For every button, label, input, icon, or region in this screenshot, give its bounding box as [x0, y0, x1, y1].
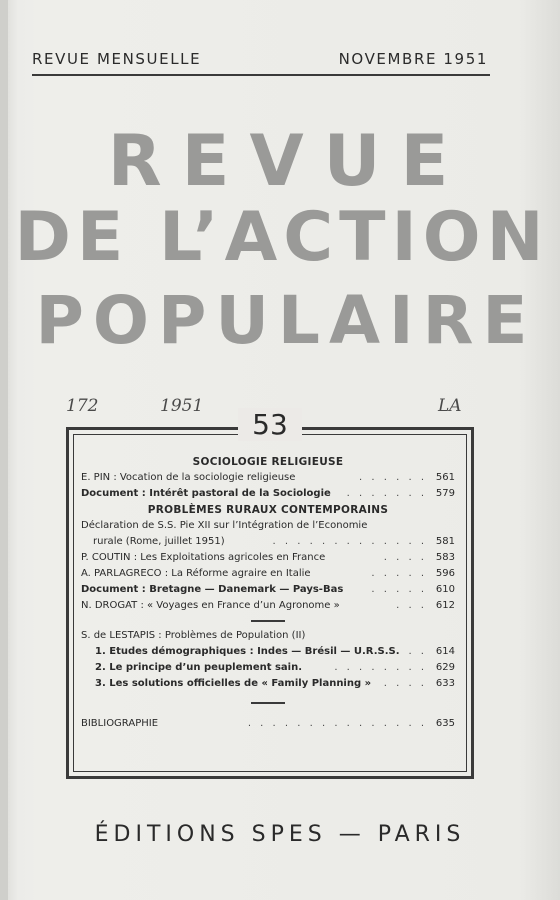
contents-box — [66, 408, 474, 779]
handwritten-note-left: 172 — [66, 396, 99, 416]
title-line-2: DE L’ACTION — [14, 198, 550, 277]
toc-entry-title: S. de LESTAPIS : Problèmes de Population (II) — [81, 630, 306, 641]
toc-entry-title: N. DROGAT : « Voyages en France d’un Agronome » — [81, 600, 340, 611]
toc-entry — [81, 598, 455, 614]
leader-dots: . . . . . — [371, 584, 427, 595]
toc-entry-title: 3. Les solutions officielles de « Family Planning » — [95, 678, 372, 689]
toc-entry-page: 614 — [435, 646, 455, 657]
toc-entry-page: 633 — [435, 678, 455, 689]
table-of-contents — [81, 454, 455, 732]
publisher-imprint: ÉDITIONS SPES — PARIS — [94, 822, 466, 847]
section-separator — [251, 620, 285, 622]
toc-entry-page: 629 — [435, 662, 455, 673]
toc-entry-title: rurale (Rome, juillet 1951) — [93, 536, 225, 547]
toc-entry — [81, 676, 455, 692]
handwritten-note-mid: 1951 — [160, 396, 204, 416]
header-rule — [32, 74, 490, 76]
leader-dots: . . . . — [383, 552, 427, 563]
toc-entry — [81, 518, 455, 534]
toc-entry-page: 596 — [435, 568, 455, 579]
toc-entry — [81, 628, 455, 644]
toc-entry-title: BIBLIOGRAPHIE — [81, 718, 159, 729]
toc-entry-title: Déclaration de S.S. Pie XII sur l’Intégration de l’Economie — [81, 520, 368, 531]
toc-entry — [81, 716, 455, 732]
publication-frequency: REVUE MENSUELLE — [32, 50, 202, 68]
toc-entry-page: 610 — [435, 584, 455, 595]
toc-entry-page: 612 — [435, 600, 455, 611]
toc-entry — [81, 486, 455, 502]
toc-entry — [81, 470, 455, 486]
handwritten-note-right: LA — [438, 396, 462, 416]
leader-dots: . . . . — [383, 678, 427, 689]
toc-entry-page: 579 — [435, 488, 455, 499]
leader-dots: . . . . . . . — [346, 488, 427, 499]
toc-entry-title: A. PARLAGRECO : La Réforme agraire en Italie — [81, 568, 311, 579]
toc-entry — [81, 566, 455, 582]
toc-entry-title: P. COUTIN : Les Exploitations agricoles en France — [81, 552, 326, 563]
toc-entry-page: 581 — [435, 536, 455, 547]
title-line-3: POPULAIRE — [35, 282, 537, 359]
toc-entry-title: Document : Bretagne — Danemark — Pays-Bas — [81, 584, 344, 595]
toc-entry-page: 561 — [435, 472, 455, 483]
leader-dots: . . — [408, 646, 427, 657]
toc-entry-title: 2. Le principe d’un peuplement sain. — [95, 662, 303, 673]
toc-entry-title: 1. Etudes démographiques : Indes — Brésil — U.R.S.S. — [95, 646, 400, 657]
leader-dots: . . . . . . . . — [334, 662, 427, 673]
section-heading: PROBLÈMES RURAUX CONTEMPORAINS — [147, 504, 389, 516]
toc-entry-title: Document : Intérêt pastoral de la Sociologie — [81, 488, 331, 499]
section-separator — [251, 702, 285, 704]
issue-date: NOVEMBRE 1951 — [338, 50, 488, 68]
toc-entry-title: E. PIN : Vocation de la sociologie religieuse — [81, 472, 296, 483]
page-spine — [0, 0, 8, 900]
leader-dots: . . . . . — [371, 568, 427, 579]
masthead — [32, 50, 488, 72]
title-line-1: REVUE — [107, 120, 469, 202]
issue-number — [69, 408, 471, 441]
section-heading: SOCIOLOGIE RELIGIEUSE — [192, 456, 344, 468]
leader-dots: . . . . . . . . . . . . . . . — [247, 718, 427, 729]
leader-dots: . . . . . . — [359, 472, 427, 483]
toc-entry — [81, 550, 455, 566]
toc-entry-page: 635 — [435, 718, 455, 729]
leader-dots: . . . — [396, 600, 427, 611]
leader-dots: . . . . . . . . . . . . . — [272, 536, 427, 547]
toc-entry — [81, 644, 455, 660]
toc-entry — [81, 660, 455, 676]
toc-entry-page: 583 — [435, 552, 455, 563]
toc-entry — [81, 534, 455, 550]
issue-number-text: 53 — [238, 408, 302, 441]
toc-entry — [81, 582, 455, 598]
